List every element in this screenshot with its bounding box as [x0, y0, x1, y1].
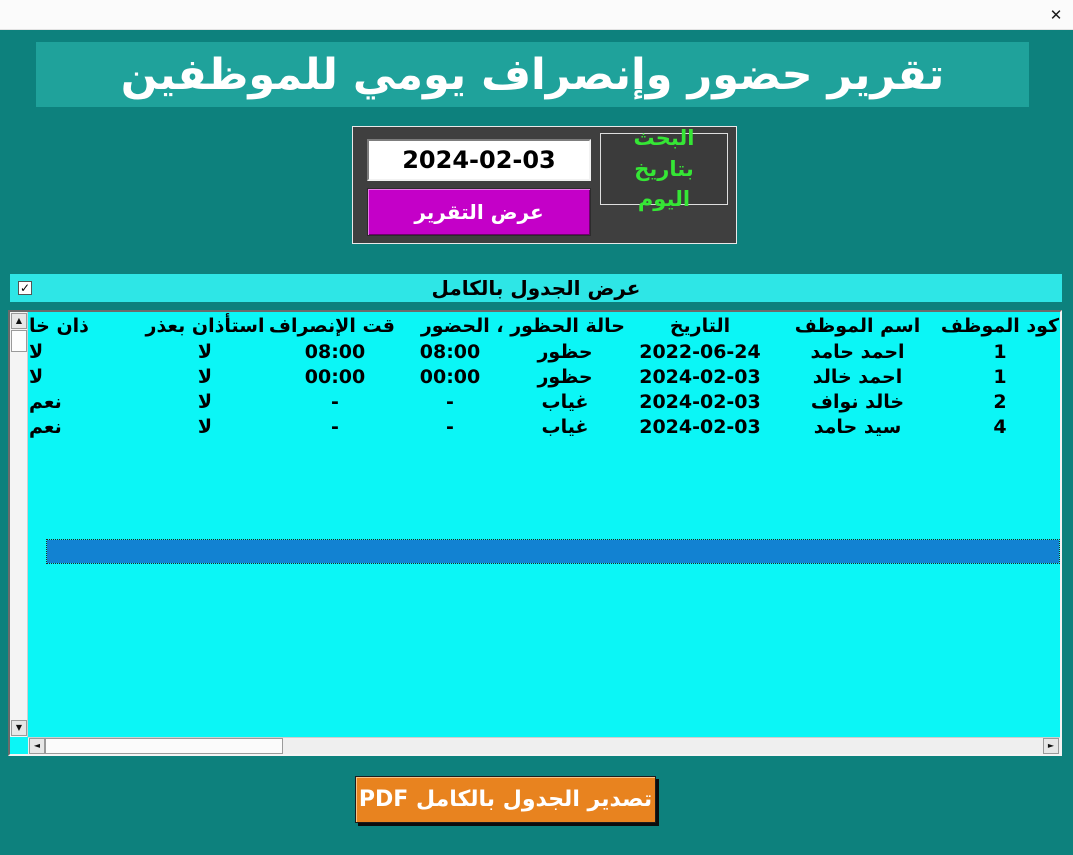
- cell-special: نعم: [29, 390, 62, 413]
- cell-status: حظور: [537, 340, 593, 363]
- header-employee-name: اسم الموظف: [794, 314, 921, 337]
- cell-arrival: 00:00: [419, 365, 481, 388]
- vertical-scroll-thumb[interactable]: [11, 330, 27, 352]
- horizontal-scrollbar[interactable]: [28, 737, 1060, 754]
- cell-departure: -: [331, 390, 339, 413]
- horizontal-scroll-thumb[interactable]: [45, 738, 283, 754]
- cell-employee-name: خالد نواف: [810, 390, 905, 413]
- cell-date: 2024-02-03: [639, 390, 761, 413]
- date-input[interactable]: [367, 139, 591, 181]
- cell-excuse: لا: [197, 390, 213, 413]
- cell-departure: 08:00: [304, 340, 366, 363]
- cell-employee-name: احمد خالد: [812, 365, 903, 388]
- table-rows: [28, 339, 1060, 439]
- full-table-checkbox[interactable]: ✓: [19, 281, 31, 295]
- export-pdf-button[interactable]: تصدير الجدول بالكامل PDF: [355, 776, 656, 823]
- search-by-date-label: [600, 126, 728, 212]
- header-departure: قت الإنصراف: [268, 314, 395, 337]
- table-row[interactable]: [28, 339, 1060, 364]
- table-header-row: [28, 312, 1060, 339]
- cell-arrival: -: [446, 390, 454, 413]
- cell-status: حظور: [537, 365, 593, 388]
- scroll-right-icon[interactable]: ►: [1043, 738, 1059, 754]
- search-panel: [352, 126, 737, 244]
- cell-departure: 00:00: [304, 365, 366, 388]
- table-row[interactable]: [28, 414, 1060, 439]
- window-titlebar: [0, 0, 1073, 30]
- scroll-up-icon[interactable]: ▲: [11, 313, 27, 329]
- cell-date: 2022-06-24: [639, 340, 761, 363]
- cell-excuse: لا: [197, 340, 213, 363]
- full-table-toggle-label: عرض الجدول بالكامل: [431, 276, 641, 300]
- close-icon[interactable]: ✕: [1049, 6, 1063, 24]
- cell-employee-code: 4: [993, 415, 1007, 438]
- cell-special: لا: [29, 365, 44, 388]
- header-excuse: استأذان بعذر: [145, 314, 265, 337]
- cell-special: لا: [29, 340, 44, 363]
- table-row[interactable]: [28, 389, 1060, 414]
- header-employee-code: كود الموظف: [940, 314, 1060, 337]
- cell-date: 2024-02-03: [639, 415, 761, 438]
- cell-employee-code: 2: [993, 390, 1007, 413]
- search-label-line2: اليوم: [637, 187, 691, 212]
- selected-empty-row[interactable]: [47, 540, 1059, 563]
- cell-arrival: 08:00: [419, 340, 481, 363]
- cell-employee-name: احمد حامد: [810, 340, 905, 363]
- attendance-table: [8, 310, 1062, 756]
- scroll-down-icon[interactable]: ▼: [11, 720, 27, 736]
- cell-departure: -: [331, 415, 339, 438]
- cell-employee-code: 1: [993, 340, 1007, 363]
- cell-arrival: -: [446, 415, 454, 438]
- vertical-scrollbar[interactable]: [10, 312, 28, 737]
- cell-employee-code: 1: [993, 365, 1007, 388]
- header-date: التاريخ: [669, 314, 731, 337]
- table-content: [28, 312, 1060, 737]
- full-table-toggle-bar: [10, 274, 1062, 302]
- table-row[interactable]: [28, 364, 1060, 389]
- cell-special: نعم: [29, 415, 62, 438]
- cell-excuse: لا: [197, 415, 213, 438]
- search-label-line1: البحث بتاريخ: [633, 126, 695, 181]
- cell-status: غياب: [541, 390, 589, 413]
- show-report-button[interactable]: عرض التقرير: [367, 188, 591, 236]
- cell-date: 2024-02-03: [639, 365, 761, 388]
- page-title: تقرير حضور وإنصراف يومي للموظفين: [120, 49, 945, 100]
- cell-excuse: لا: [197, 365, 213, 388]
- title-banner: [36, 42, 1029, 107]
- cell-status: غياب: [541, 415, 589, 438]
- cell-employee-name: سيد حامد: [813, 415, 902, 438]
- header-special: ذان خا: [29, 314, 89, 337]
- scroll-left-icon[interactable]: ◄: [29, 738, 45, 754]
- header-status: حالة الحظور ، الحضور: [420, 314, 625, 337]
